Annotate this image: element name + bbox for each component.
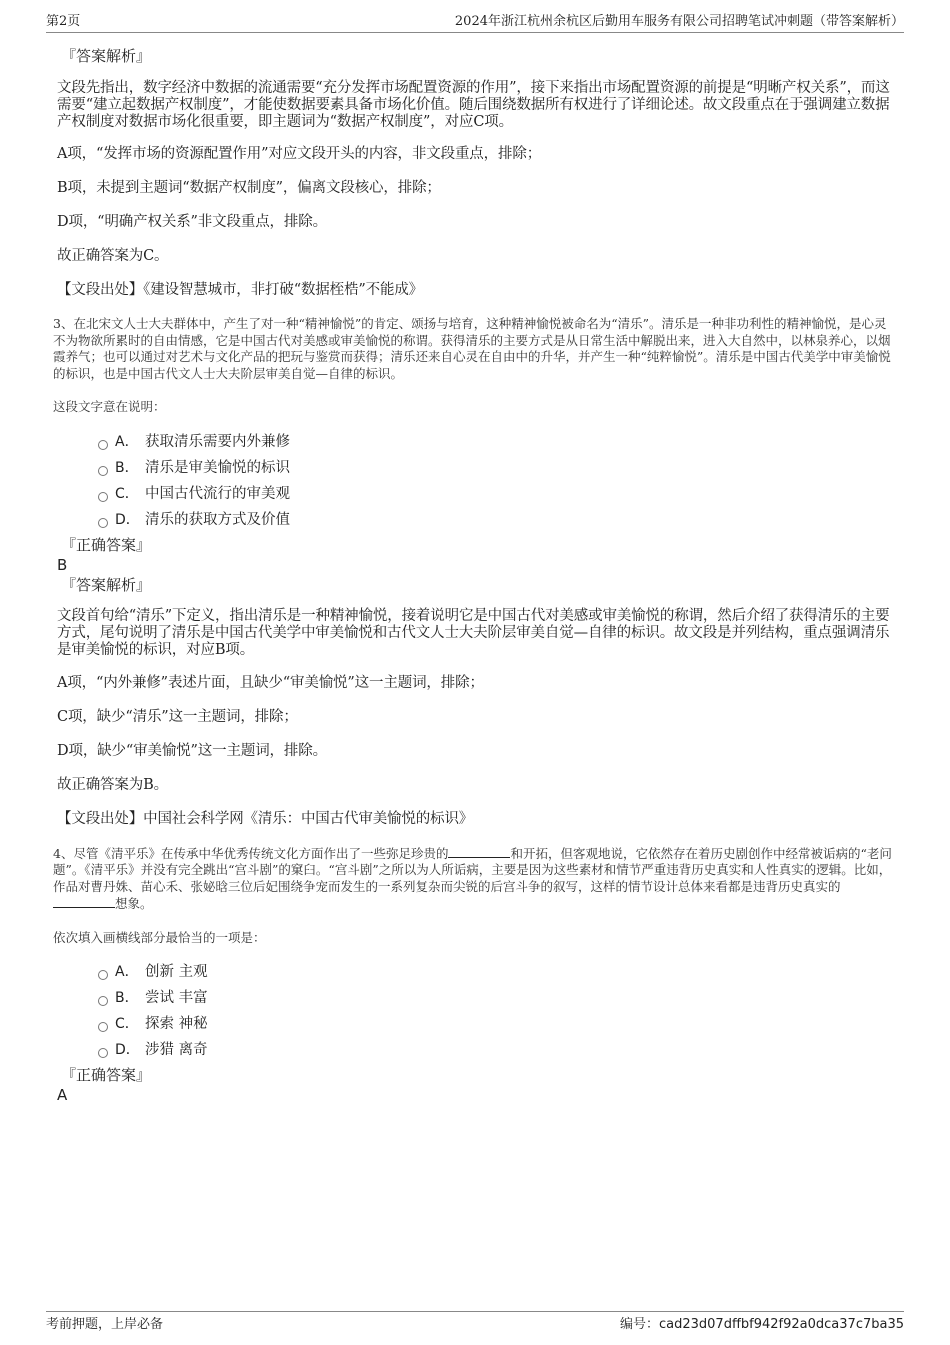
q2-option-b-analysis: B项，未提到主题词“数据产权制度”，偏离文段核心，排除； xyxy=(57,180,441,196)
q2-option-a-analysis: A项，“发挥市场的资源配置作用”对应文段开头的内容，非文段重点，排除； xyxy=(57,146,542,162)
footer-slogan: 考前押题，上岸必备 xyxy=(46,1317,164,1332)
q3-stem: 3、在北宋文人士大夫群体中，产生了对一种“精神愉悦”的肯定、颂扬与培育，这种精神愉悦被命名为“清乐”。清乐是一种非功利性的精神愉悦，是心灵不为物欲所累时的自由情感，它是中国古代对美感或审美愉悦的称谓。获得清乐的主要方式是从日常生活中解脱出来，进入大自然中，以林泉养心，以烟霞养气；也可以通过对艺术与文化产品的把玩与鉴赏而获得；清乐还来自心灵在自由中的升华，并产生一种“纯粹愉悦”。清乐是中国古代美学中审美愉悦的标识，也是中国古代文人士大夫阶层审美自觉—自律的标识。 xyxy=(53,316,891,381)
page-header xyxy=(46,12,904,33)
q4-option-a[interactable]: A． 创新 主观 xyxy=(57,961,897,987)
q4-option-b[interactable]: B． 尝试 丰富 xyxy=(57,987,897,1013)
q3-option-d-analysis: D项，缺少“审美愉悦”这一主题词，排除。 xyxy=(57,742,327,759)
q2-analysis-label: 『答案解析』 xyxy=(61,47,152,65)
q4-question: 依次填入画横线部分最恰当的一项是： xyxy=(53,929,266,945)
q3-option-c-analysis: C项，缺少“清乐”这一主题词，排除； xyxy=(57,708,298,725)
q3-options xyxy=(57,431,897,535)
q4-answer-label: 『正确答案』 xyxy=(61,1066,152,1084)
q2-source: 【文段出处】《建设智慧城市，非打破“数据桎梏”不能成》 xyxy=(57,282,424,298)
radio-icon[interactable] xyxy=(98,492,108,502)
radio-icon[interactable] xyxy=(98,1048,108,1058)
q3-option-c[interactable]: C． 中国古代流行的审美观 xyxy=(57,483,897,509)
radio-icon[interactable] xyxy=(98,518,108,528)
q3-analysis-label: 『答案解析』 xyxy=(61,575,152,594)
radio-icon[interactable] xyxy=(98,440,108,450)
q3-option-d[interactable]: D． 清乐的获取方式及价值 xyxy=(57,509,897,535)
radio-icon[interactable] xyxy=(98,996,108,1006)
q3-conclusion: 故正确答案为B。 xyxy=(57,776,168,793)
fill-blank-1 xyxy=(448,845,510,858)
radio-icon[interactable] xyxy=(98,466,108,476)
page-footer xyxy=(46,1311,904,1334)
page-number: 第2页 xyxy=(46,14,81,29)
q3-source: 【文段出处】中国社会科学网《清乐：中国古代审美愉悦的标识》 xyxy=(57,810,474,827)
radio-icon[interactable] xyxy=(98,1022,108,1032)
q3-question: 这段文字意在说明： xyxy=(53,399,166,414)
q2-analysis: 文段先指出，数字经济中数据的流通需要“充分发挥市场配置资源的作用”，接下来指出市场配置资源的前提是“明晰产权关系”，而这需要“建立起数据产权制度”，才能使数据要素具备市场化价值。随后围绕数据所有权进行了详细论述。故文段重点在于强调建立数据产权制度对数据市场化很重要，即主题词为“数据产权制度”，对应C项。 xyxy=(57,80,890,130)
q2-conclusion: 故正确答案为C。 xyxy=(57,248,169,264)
q4-options xyxy=(57,961,897,1065)
document-body xyxy=(53,46,897,1105)
q3-option-b[interactable]: B． 清乐是审美愉悦的标识 xyxy=(57,457,897,483)
q2-option-d-analysis: D项，“明确产权关系”非文段重点，排除。 xyxy=(57,214,327,230)
q4-option-c[interactable]: C． 探索 神秘 xyxy=(57,1013,897,1039)
document-title: 2024年浙江杭州余杭区后勤用车服务有限公司招聘笔试冲刺题（带答案解析） xyxy=(454,14,904,29)
q4-answer: A xyxy=(57,1086,68,1104)
q4-option-d[interactable]: D． 涉猎 离奇 xyxy=(57,1039,897,1065)
q3-option-a[interactable]: A． 获取清乐需要内外兼修 xyxy=(57,431,897,457)
q3-answer: B xyxy=(57,555,68,574)
q3-answer-label: 『正确答案』 xyxy=(61,535,152,554)
q3-analysis: 文段首句给“清乐”下定义，指出清乐是一种精神愉悦，接着说明它是中国古代对美感或审美愉悦的称谓，然后介绍了获得清乐的主要方式，尾句说明了清乐是中国古代美学中审美愉悦和古代文人士大夫阶层审美自觉—自律的标识。故文段是并列结构，重点强调清乐是审美愉悦的标识，对应B项。 xyxy=(57,607,890,658)
q3-option-a-analysis: A项，“内外兼修”表述片面，且缺少“审美愉悦”这一主题词，排除； xyxy=(57,674,484,691)
radio-icon[interactable] xyxy=(98,970,108,980)
fill-blank-2 xyxy=(53,895,115,908)
document-code: 编号：cad23d07dffbf942f92a0dca37c7ba35 xyxy=(619,1317,904,1332)
q4-stem: 4、尽管《清平乐》在传承中华优秀传统文化方面作出了一些弥足珍贵的 和开拓，但客观地说，它依然存在着历史剧创作中经常被诟病的“老问题”。《清平乐》并没有完全跳出“宫斗剧”的窠臼。“宫斗剧”之所以为人所诟病，主要是因为这些素材和情节严重违背历史真实和人性真实的逻辑。比如，作品对曹丹姝、苗心禾、张妼晗三位后妃围绕争宠而发生的一系列复杂而尖锐的后宫斗争的叙写，这样的情节设计总体来看都是违背历史真实的想象。 xyxy=(53,845,892,911)
